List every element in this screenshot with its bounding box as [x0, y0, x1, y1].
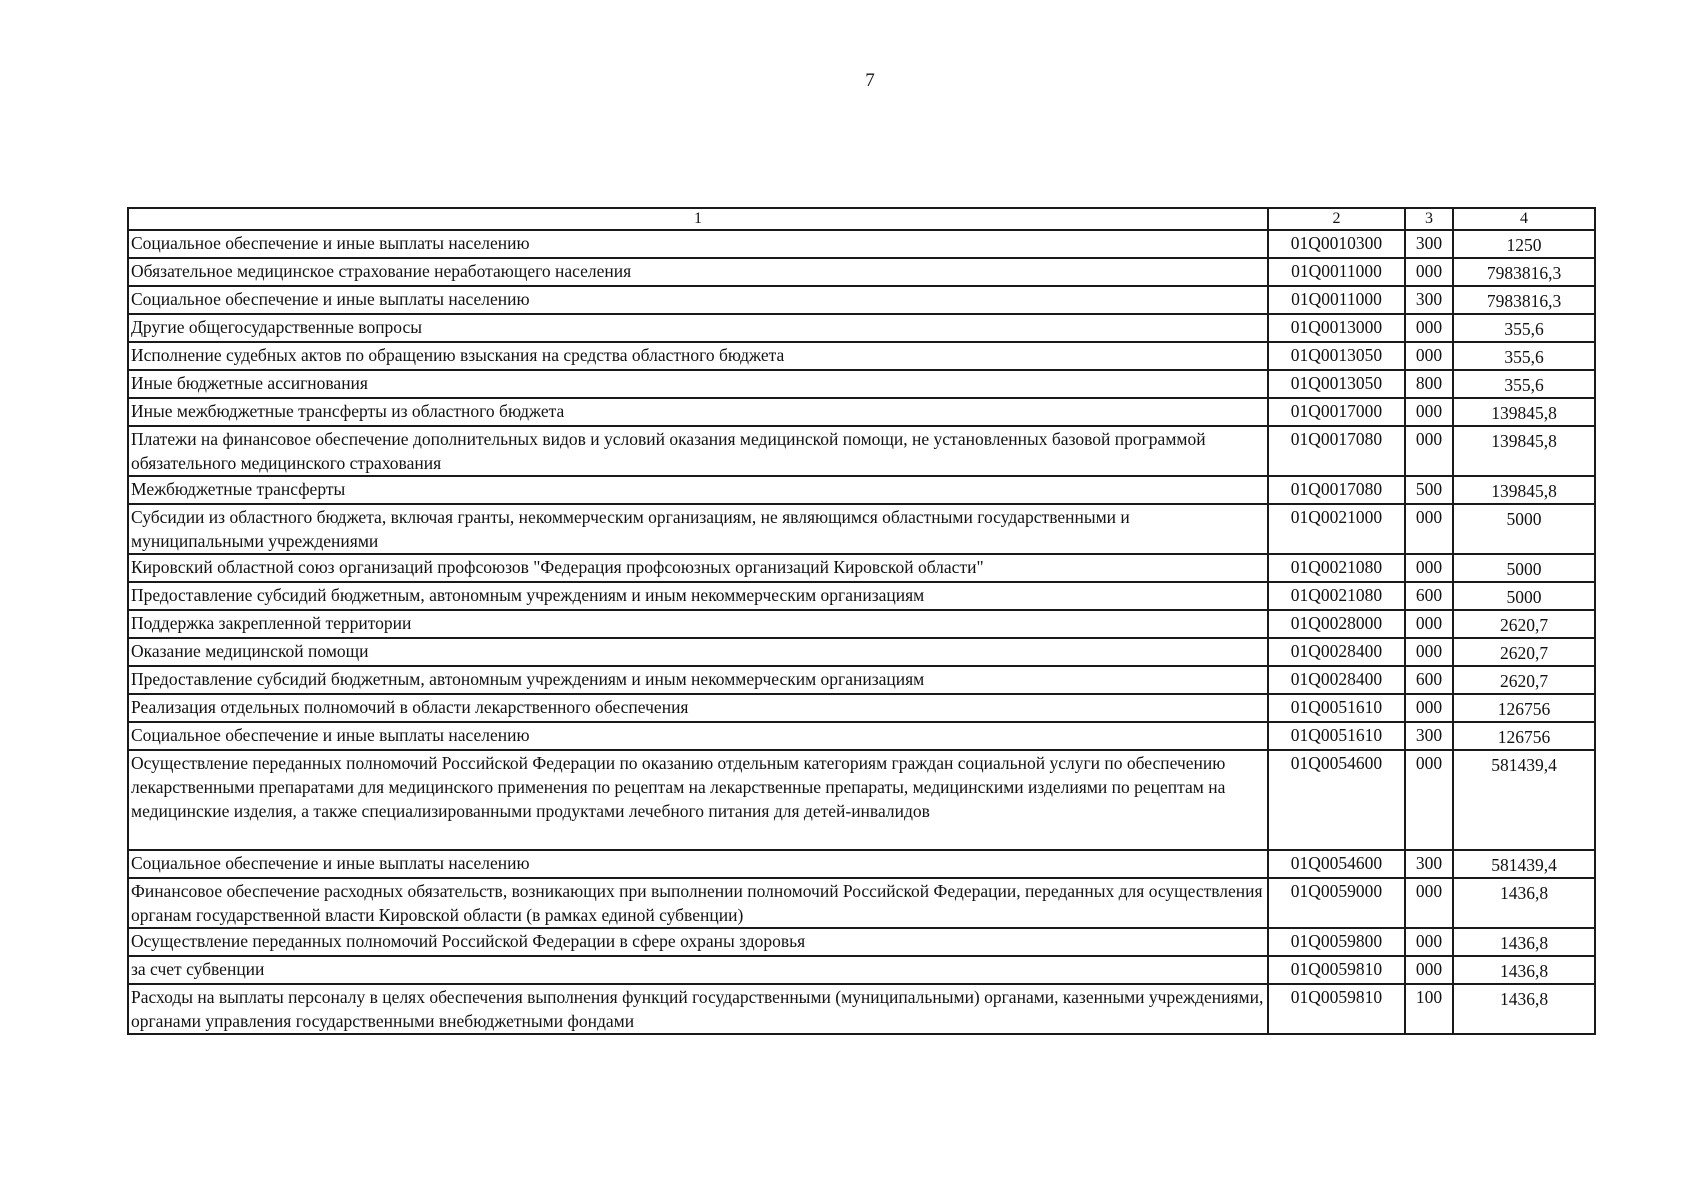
item-name: Поддержка закрепленной территории [128, 610, 1268, 638]
item-name: Социальное обеспечение и иные выплаты населению [128, 722, 1268, 750]
expense-type-code: 000 [1405, 342, 1453, 370]
expense-type-code: 000 [1405, 694, 1453, 722]
item-code: 01Q0017080 [1268, 476, 1405, 504]
item-name: Предоставление субсидий бюджетным, автономным учреждениям и иным некоммерческим организациям [128, 666, 1268, 694]
expense-type-code: 000 [1405, 398, 1453, 426]
item-amount: 5000 [1453, 554, 1595, 582]
table-row [128, 722, 1595, 750]
table-row [128, 398, 1595, 426]
item-amount: 139845,8 [1453, 426, 1595, 476]
item-amount: 355,6 [1453, 314, 1595, 342]
column-number-1: 1 [128, 208, 1268, 230]
item-code: 01Q0028400 [1268, 638, 1405, 666]
item-code: 01Q0059800 [1268, 928, 1405, 956]
item-amount: 2620,7 [1453, 610, 1595, 638]
table-row [128, 638, 1595, 666]
item-amount: 1436,8 [1453, 984, 1595, 1034]
expense-type-code: 300 [1405, 850, 1453, 878]
expense-type-code: 100 [1405, 984, 1453, 1034]
table-row [128, 878, 1595, 928]
item-code: 01Q0011000 [1268, 258, 1405, 286]
table-row [128, 314, 1595, 342]
item-code: 01Q0059810 [1268, 956, 1405, 984]
item-code: 01Q0017000 [1268, 398, 1405, 426]
table-row [128, 342, 1595, 370]
budget-table [127, 207, 1596, 1035]
table-row [128, 928, 1595, 956]
table-row [128, 230, 1595, 258]
item-code: 01Q0021000 [1268, 504, 1405, 554]
item-amount: 355,6 [1453, 342, 1595, 370]
column-number-2: 2 [1268, 208, 1405, 230]
item-name: Оказание медицинской помощи [128, 638, 1268, 666]
item-name: Обязательное медицинское страхование неработающего населения [128, 258, 1268, 286]
expense-type-code: 500 [1405, 476, 1453, 504]
item-name: за счет субвенции [128, 956, 1268, 984]
expense-type-code: 000 [1405, 750, 1453, 850]
column-number-3: 3 [1405, 208, 1453, 230]
expense-type-code: 600 [1405, 582, 1453, 610]
table-row [128, 258, 1595, 286]
item-amount: 139845,8 [1453, 476, 1595, 504]
item-code: 01Q0021080 [1268, 554, 1405, 582]
expense-type-code: 600 [1405, 666, 1453, 694]
item-amount: 2620,7 [1453, 666, 1595, 694]
item-name: Социальное обеспечение и иные выплаты населению [128, 286, 1268, 314]
item-name: Иные межбюджетные трансферты из областного бюджета [128, 398, 1268, 426]
item-amount: 1436,8 [1453, 928, 1595, 956]
item-name: Платежи на финансовое обеспечение дополнительных видов и условий оказания медицинской помощи, не установленных базовой программой обязательного медицинского страхования [128, 426, 1268, 476]
item-amount: 581439,4 [1453, 750, 1595, 850]
expense-type-code: 000 [1405, 928, 1453, 956]
table-row [128, 610, 1595, 638]
item-amount: 1436,8 [1453, 956, 1595, 984]
item-name: Социальное обеспечение и иные выплаты населению [128, 230, 1268, 258]
item-code: 01Q0010300 [1268, 230, 1405, 258]
item-name: Осуществление переданных полномочий Российской Федерации по оказанию отдельным категориям граждан социальной услуги по обеспечению лекарственными препаратами для медицинского применения по рецептам на лекарственные препараты, медицинскими изделиями по рецептам на медицинские изделия, а также специализированными продуктами лечебного питания для детей-инвалидов [128, 750, 1268, 850]
item-code: 01Q0028000 [1268, 610, 1405, 638]
item-amount: 1250 [1453, 230, 1595, 258]
item-amount: 5000 [1453, 504, 1595, 554]
expense-type-code: 000 [1405, 956, 1453, 984]
item-name: Иные бюджетные ассигнования [128, 370, 1268, 398]
item-name: Исполнение судебных актов по обращению взыскания на средства областного бюджета [128, 342, 1268, 370]
item-amount: 1436,8 [1453, 878, 1595, 928]
item-amount: 126756 [1453, 722, 1595, 750]
table-row [128, 666, 1595, 694]
item-code: 01Q0021080 [1268, 582, 1405, 610]
item-amount: 126756 [1453, 694, 1595, 722]
expense-type-code: 000 [1405, 426, 1453, 476]
item-code: 01Q0011000 [1268, 286, 1405, 314]
table-row [128, 476, 1595, 504]
item-amount: 355,6 [1453, 370, 1595, 398]
expense-type-code: 000 [1405, 258, 1453, 286]
table-row [128, 984, 1595, 1034]
item-amount: 139845,8 [1453, 398, 1595, 426]
item-name: Другие общегосударственные вопросы [128, 314, 1268, 342]
item-name: Социальное обеспечение и иные выплаты населению [128, 850, 1268, 878]
item-code: 01Q0013050 [1268, 342, 1405, 370]
item-name: Реализация отдельных полномочий в области лекарственного обеспечения [128, 694, 1268, 722]
table-header-row [128, 208, 1595, 230]
table-row [128, 426, 1595, 476]
item-name: Расходы на выплаты персоналу в целях обеспечения выполнения функций государственными (муниципальными) органами, казенными учреждениями, органами управления государственными внебюджетными фондами [128, 984, 1268, 1034]
item-amount: 2620,7 [1453, 638, 1595, 666]
item-amount: 581439,4 [1453, 850, 1595, 878]
table-row [128, 286, 1595, 314]
table-row [128, 582, 1595, 610]
table-row [128, 694, 1595, 722]
expense-type-code: 000 [1405, 638, 1453, 666]
table-row [128, 504, 1595, 554]
item-code: 01Q0054600 [1268, 750, 1405, 850]
expense-type-code: 000 [1405, 878, 1453, 928]
item-name: Предоставление субсидий бюджетным, автономным учреждениям и иным некоммерческим организациям [128, 582, 1268, 610]
expense-type-code: 000 [1405, 504, 1453, 554]
item-amount: 7983816,3 [1453, 258, 1595, 286]
expense-type-code: 300 [1405, 230, 1453, 258]
item-code: 01Q0059810 [1268, 984, 1405, 1034]
expense-type-code: 800 [1405, 370, 1453, 398]
item-name: Кировский областной союз организаций профсоюзов "Федерация профсоюзных организаций Кировской области" [128, 554, 1268, 582]
item-amount: 5000 [1453, 582, 1595, 610]
item-code: 01Q0028400 [1268, 666, 1405, 694]
column-number-4: 4 [1453, 208, 1595, 230]
item-name: Финансовое обеспечение расходных обязательств, возникающих при выполнении полномочий Российской Федерации, переданных для осуществления органам государственной власти Кировской области (в рамках единой субвенции) [128, 878, 1268, 928]
item-code: 01Q0013050 [1268, 370, 1405, 398]
expense-type-code: 300 [1405, 286, 1453, 314]
item-code: 01Q0017080 [1268, 426, 1405, 476]
item-code: 01Q0051610 [1268, 722, 1405, 750]
expense-type-code: 000 [1405, 554, 1453, 582]
table-row [128, 750, 1595, 850]
expense-type-code: 000 [1405, 314, 1453, 342]
item-name: Субсидии из областного бюджета, включая гранты, некоммерческим организациям, не являющимся областными государственными и муниципальными учреждениями [128, 504, 1268, 554]
expense-type-code: 000 [1405, 610, 1453, 638]
table-row [128, 554, 1595, 582]
item-name: Межбюджетные трансферты [128, 476, 1268, 504]
table-row [128, 956, 1595, 984]
table-row [128, 850, 1595, 878]
expense-type-code: 300 [1405, 722, 1453, 750]
item-amount: 7983816,3 [1453, 286, 1595, 314]
item-code: 01Q0051610 [1268, 694, 1405, 722]
page-number: 7 [865, 70, 875, 91]
item-code: 01Q0059000 [1268, 878, 1405, 928]
item-code: 01Q0013000 [1268, 314, 1405, 342]
item-name: Осуществление переданных полномочий Российской Федерации в сфере охраны здоровья [128, 928, 1268, 956]
table-row [128, 370, 1595, 398]
item-code: 01Q0054600 [1268, 850, 1405, 878]
